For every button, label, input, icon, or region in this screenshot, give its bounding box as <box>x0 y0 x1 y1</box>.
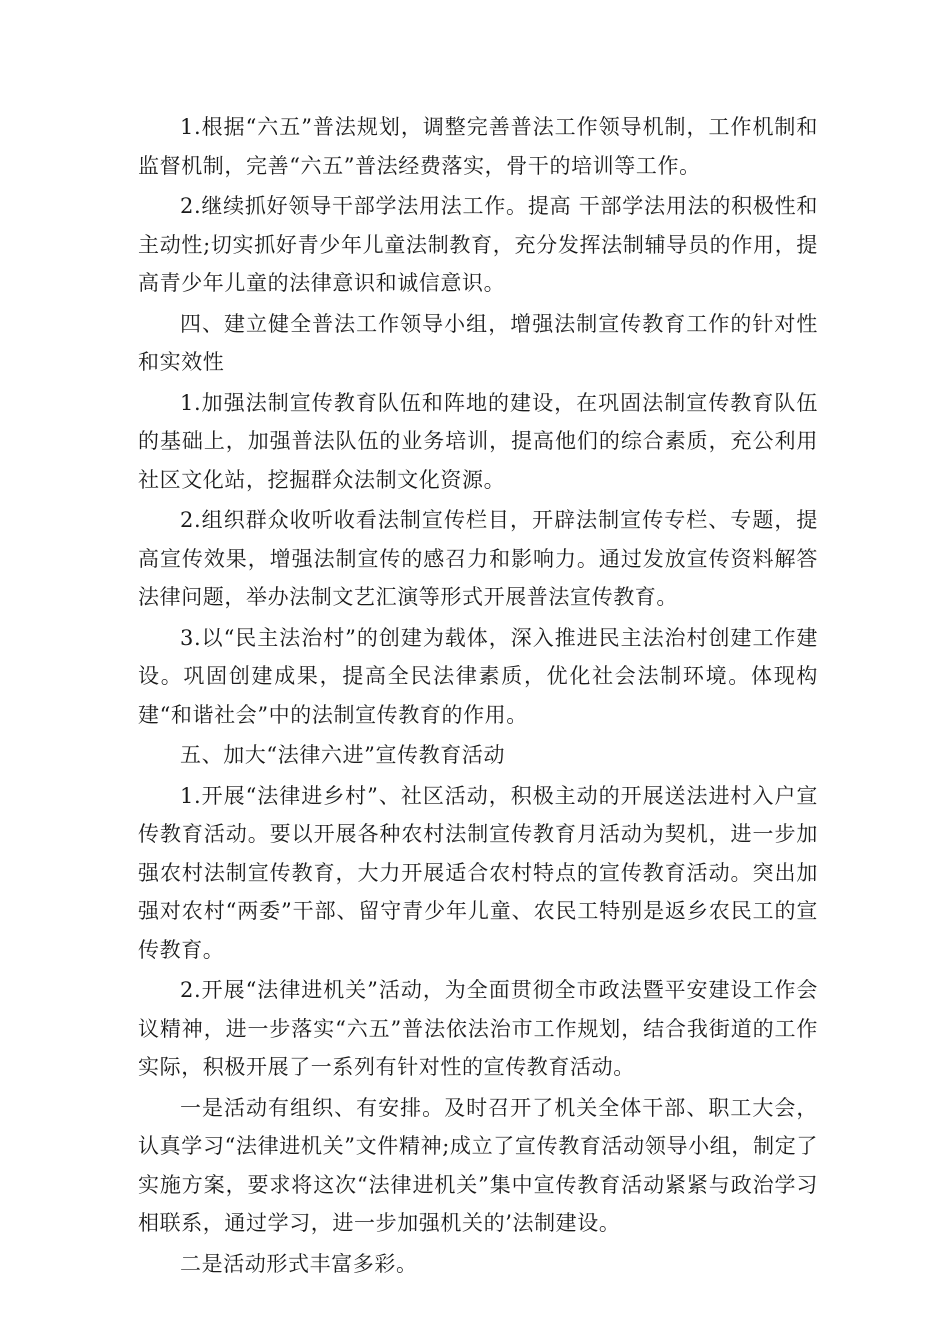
paragraph-5: 3.以“民主法治村”的创建为载体，深入推进民主法治村创建工作建设。巩固创建成果，提高全民法律素质，优化社会法制环境。体现构建“和谐社会”中的法制宣传教育的作用。 <box>138 625 818 727</box>
paragraph-9: 二是活动形式丰富多彩。 <box>180 1251 418 1276</box>
section-heading-5: 五、加大“法律六进”宣传教育活动 <box>180 743 506 767</box>
paragraph-1: 1.根据“六五”普法规划，调整完善普法工作领导机制，工作机制和监督机制，完善“六五”普法经费落实，骨干的培训等工作。 <box>138 115 818 178</box>
section-heading-4: 四、建立健全普法工作领导小组，增强法制宣传教育工作的针对性和实效性 <box>138 311 818 374</box>
paragraph-7: 2.开展“法律进机关”活动，为全面贯彻全市政法暨平安建设工作会议精神，进一步落实“六五”普法依法治市工作规划，结合我街道的工作实际，积极开展了一系列有针对性的宣传教育活动。 <box>138 978 818 1079</box>
paragraph-8: 一是活动有组织、有安排。及时召开了机关全体干部、职工大会，认真学习“法律进机关”文件精神;成立了宣传教育活动领导小组，制定了实施方案，要求将这次“法律进机关”集中宣传教育活动紧紧与政治学习相联系，通过学习，进一步加强机关的’法制建设。 <box>138 1095 818 1235</box>
paragraph-3: 1.加强法制宣传教育队伍和阵地的建设，在巩固法制宣传教育队伍的基础上，加强普法队伍的业务培训，提高他们的综合素质，充公利用社区文化站，挖掘群众法制文化资源。 <box>138 390 818 492</box>
paragraph-6: 1.开展“法律进乡村”、社区活动，积极主动的开展送法进村入户宣传教育活动。要以开展各种农村法制宣传教育月活动为契机，进一步加强农村法制宣传教育，大力开展适合农村特点的宣传教育活动。突出加强对农村“两委”干部、留守青少年儿童、农民工特别是返乡农民工的宣传教育。 <box>138 783 818 962</box>
document-body <box>138 108 818 1285</box>
paragraph-2: 2.继续抓好领导干部学法用法工作。提高 干部学法用法的积极性和主动性;切实抓好青少年儿童法制教育，充分发挥法制辅导员的作用，提高青少年儿童的法律意识和诚信意识。 <box>138 194 818 295</box>
paragraph-4: 2.组织群众收听收看法制宣传栏目，开辟法制宣传专栏、专题，提高宣传效果，增强法制宣传的感召力和影响力。通过发放宣传资料解答法律问题，举办法制文艺汇演等形式开展普法宣传教育。 <box>138 508 818 609</box>
